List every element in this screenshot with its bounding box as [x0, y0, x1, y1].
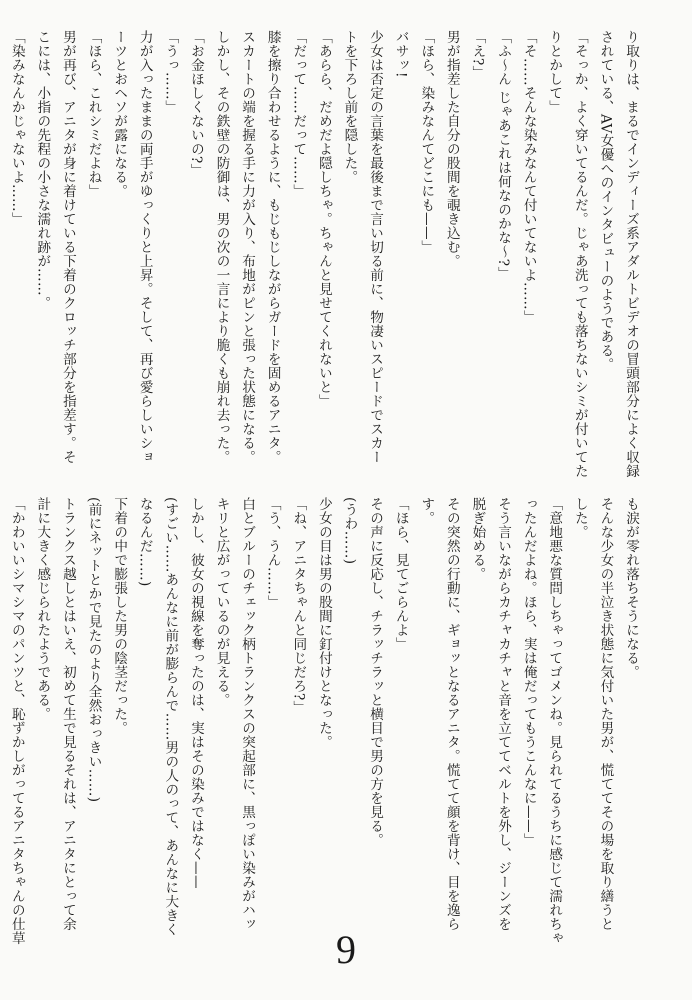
text-line: スカートの端を握る手に力が入り、布地がピンと張った状態になる。	[239, 30, 256, 464]
text-line: しかし、その鉄壁の防御は、男の次の一言により脆くも崩れ去った。	[213, 30, 230, 464]
text-line: 「だって……だって……」	[290, 30, 307, 198]
text-line: 「お金ほしくないの?」	[187, 30, 204, 178]
text-line: そう言いながらカチャカチャと音を立ててベルトを外し、ジーンズを	[495, 497, 512, 931]
page-number: 9	[336, 927, 356, 972]
text-line: 脱ぎ始める。	[469, 497, 486, 581]
text-line: その突然の行動に、ギョッとなるアニタ。慌てて顔を背け、目を逸ら	[443, 497, 460, 931]
text-line: バサッ!	[392, 30, 409, 78]
text-line	[0, 30, 3, 462]
text-line: 「ふ〜ん じゃあこれは何なのかな〜?」	[495, 30, 512, 281]
text-line: 計に大きく感じられたようである。	[34, 497, 51, 721]
text-line: した。	[571, 497, 588, 539]
text-line: 「そっか、よく穿いてるんだ。じゃあ洗っても落ちないシミが付いてた	[571, 30, 588, 478]
text-line: 「かわいいシマシマのパンツと、恥ずかしがってるアニタちゃんの仕草	[8, 497, 25, 945]
text-line: 「え?」	[469, 30, 486, 80]
text-line: されている、AV女優へのインタビューのようである。	[597, 30, 614, 372]
text-line: 下着の中で膨張した男の陰茎だった。	[111, 497, 128, 735]
text-line: も涙が零れ落ちそうになる。	[623, 497, 639, 679]
text-line: 「うっ……」	[162, 30, 179, 114]
text-line: 「う、うん……」	[264, 497, 281, 609]
text-line: (前にネットとかで見たのより全然おっきい……)	[85, 497, 102, 803]
text-line: ったんだよね。ほら、実は俺だってもうこんなに——」	[520, 497, 537, 847]
text-line: トを下ろし前を隠した。	[341, 30, 358, 184]
text-line: 白とブルーのチェック柄トランクスの突起部に、黒っぽい染みがハッ	[239, 497, 256, 931]
text-line: 「意地悪な質問しちゃってゴメンね。見られてるうちに感じて濡れちゃ	[546, 497, 563, 945]
text-line: りとかして」	[546, 30, 563, 114]
text-line: 膝を擦り合わせるように、もじもじしながらガードを固めるアニタ。	[264, 30, 281, 464]
text-line: (すごい……あんなに前が膨らんで……男の人のって、あんなに大きく	[162, 497, 179, 937]
text-line: (うわ……)	[341, 497, 358, 565]
text-line: トランクス越しとはいえ、初めて生で見るそれは、アニタにとって余	[59, 497, 76, 931]
text-line: キリと広がっているのが見える。	[213, 497, 230, 707]
text-line: す。	[418, 497, 435, 525]
text-line: 男が指差した自分の股間を覗き込む。	[443, 30, 460, 268]
text-line: 男が再び、アニタが身に着けている下着のクロッチ部分を指差す。そ	[59, 30, 76, 464]
text-line	[0, 497, 3, 922]
text-line: 「そ……そんな染みなんて付いてないよ……」	[520, 30, 537, 324]
text-line: ーツとおヘソが露になる。	[111, 30, 128, 198]
text-line: 「ね、アニタちゃんと同じだろ?」	[290, 497, 307, 715]
text-line: 力が入ったままの両手がゆっくりと上昇。そして、再び愛らしいショ	[136, 30, 153, 464]
text-line: 「ほら、見てごらんよ」	[392, 497, 409, 651]
text-line: 「ほら、これシミだよね」	[85, 30, 102, 198]
text-line: そんな少女の半泣き状態に気付いた男が、慌ててその場を取り繕うと	[597, 497, 614, 931]
text-line: 少女は否定の言葉を最後まで言い切る前に、物凄いスピードでスカー	[367, 30, 384, 464]
text-line: 「あらら、だめだよ隠しちゃ。ちゃんと見せてくれないと」	[315, 30, 332, 408]
top-text-block	[8, 30, 643, 478]
text-line: 「ほら、染みなんてどこにも——」	[418, 30, 435, 254]
text-line: その声に反応し、チラッチラッと横目で男の方を見る。	[367, 497, 384, 847]
text-line: り取りは、まるでインディーズ系アダルトビデオの冒頭部分によく収録	[623, 30, 639, 478]
bottom-text-block	[8, 497, 643, 945]
text-line: 少女の目は男の股間に釘付けとなった。	[315, 497, 332, 749]
text-line: しかし、彼女の視線を奪ったのは、実はその染みではなく——	[187, 497, 204, 889]
text-line: なるんだ……)	[136, 497, 153, 587]
text-line: 「染みなんかじゃないよ……」	[8, 30, 25, 226]
text-line: こには、小指の先程の小さな濡れ跡が……。	[34, 30, 51, 310]
